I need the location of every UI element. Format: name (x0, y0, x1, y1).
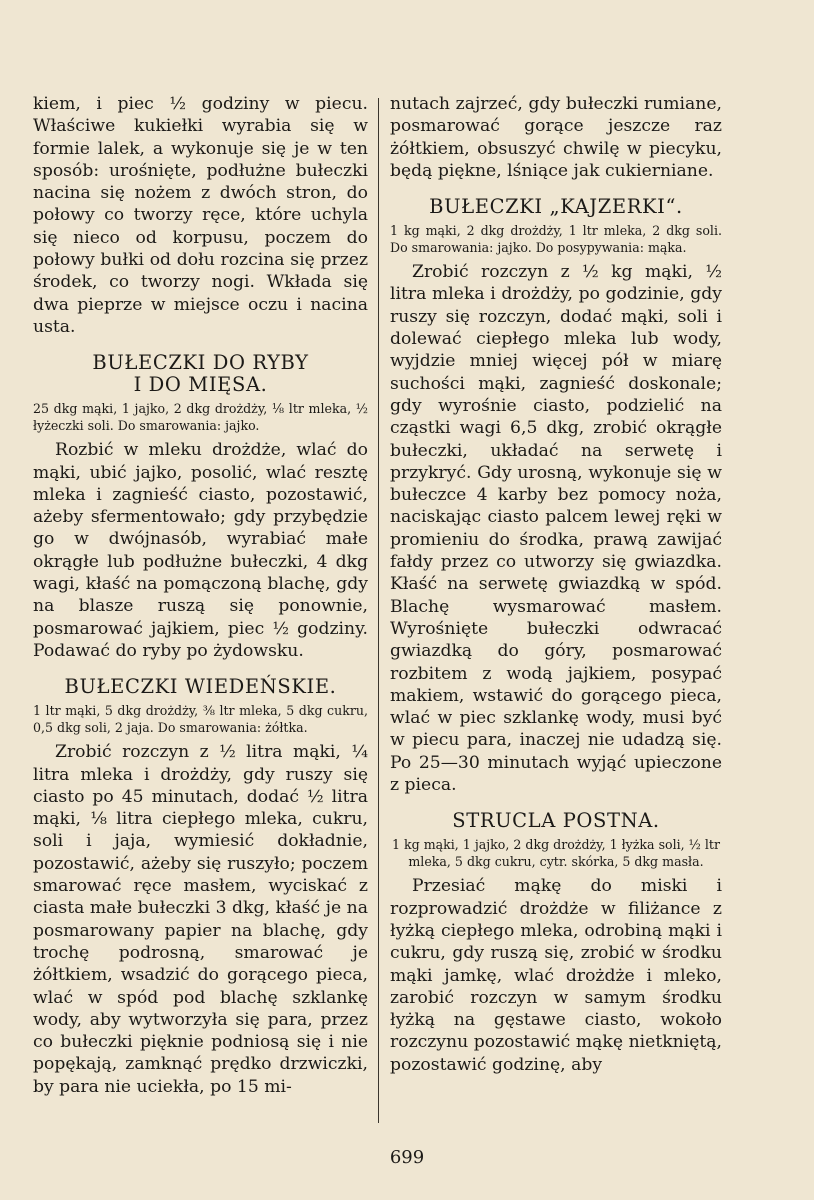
continued-text: nutach zajrzeć, gdy bułeczki rumiane, posmarować gorące jeszcze raz żółtkiem, obsuszyć chwilę w piecyku, będą piękne, lśniące jak cukierniane. (390, 94, 722, 181)
recipe-title: BUŁECZKI „KAJZERKI“. (429, 195, 683, 219)
recipe-text: Zrobić rozczyn z ½ kg mąki, ½ litra mleka i drożdży, po godzinie, gdy ruszy się rozczyn, dodać mąki, soli i dolewać ciepłego mleka lub wody, wyjdzie mniej więcej pół w miarę suchości mąki, zagnieść doskonale; gdy wyrośnie ciasto, podzielić na cząstki wagi 6,5 dkg, zrobić okrągłe bułeczki, układać na serwetę i przykryć. Gdy urosną, wykonuje się w bułeczce 4 karby bez pomocy noża, naciskając ciasto palcem lewej ręki w promieniu do środka, prawą zawijać fałdy przez co utworzy się gwiazdka. Kłaść na serwetę gwiazdką w spód. Blachę wysmarować masłem. Wyrośnięte bułeczki odwracać gwiazdką do góry, posmarować rozbitem z wodą jajkiem, posypać makiem, wstawić do gorącego pieca, wlać w piec szklankę wody, musi być w piecu para, inaczej nie udadzą się. Po 25—30 minutach wyjąć upieczone z pieca. (390, 262, 722, 796)
column-divider (378, 98, 379, 1123)
ingredients-list: 25 dkg mąki, 1 jajko, 2 dkg drożdży, ⅛ ltr mleka, ½ łyżeczki soli. Do smarowania: jajko. (33, 401, 368, 433)
recipe-text: Zrobić rozczyn z ½ litra mąki, ¼ litra mleka i drożdży, gdy ruszy się ciasto po 45 minutach, dodać ½ litra mąki, ⅛ litra ciepłego mleka, cukru, soli i jaja, wymiesić dokładnie, pozostawić, ażeby się ruszyło; poczem smarować ręce masłem, wyciskać z ciasta małe bułeczki 3 dkg, kłaść je na posmarowany papier na blachę, gdy trochę podrosną, smarować je żółtkiem, wsadzić do gorącego pieca, wlać w spód pod blachę szklankę wody, aby wytworzyła się para, przez co bułeczki pięknie podniosą się i nie popękają, zamknąć prędko drzwiczki, by para nie uciekła, po 15 mi- (33, 742, 368, 1097)
recipe-title-line: I DO MIĘSA. (133, 373, 268, 397)
left-column (33, 93, 368, 1098)
ingredients-list: 1 ltr mąki, 5 dkg drożdży, ⅜ ltr mleka, 5 dkg cukru, 0,5 dkg soli, 2 jaja. Do smarowania: żółtka. (33, 703, 368, 735)
ingredients-list: 1 kg mąki, 1 jajko, 2 dkg drożdży, 1 łyżka soli, ½ ltr mleka, 5 dkg cukru, cytr. skórka, 5 dkg masła. (391, 837, 720, 869)
ingredients-list: 1 kg mąki, 2 dkg drożdży, 1 ltr mleka, 2 dkg soli. Do smarowania: jajko. Do posypywania: mąka. (390, 223, 722, 255)
recipe-title: BUŁECZKI WIEDEŃSKIE. (64, 675, 337, 699)
recipe-title-line: BUŁECZKI DO RYBY (92, 351, 309, 375)
continued-text: kiem, i piec ½ godziny w piecu. Właściwe kukiełki wyrabia się w formie lalek, a wykonuje się je w ten sposób: urośnięte, podłużne bułeczki nacina się nożem z dwóch stron, do połowy co tworzy ręce, które uchyla się nieco od korpusu, poczem do połowy bułki od dołu rozcina się przez środek, co tworzy nogi. Wkłada się dwa pieprze w miejsce oczu i nacina usta. (33, 94, 368, 337)
recipe-title (33, 352, 368, 396)
recipe-title: STRUCLA POSTNA. (452, 809, 660, 833)
recipe-text: Przesiać mąkę do miski i rozprowadzić drożdże w filiżance z łyżką ciepłego mleka, odrobiną mąki i cukru, gdy ruszą się, zrobić w środku mąki jamkę, wlać drożdże i mleko, zarobić rozczyn w samym środku łyżką na gęstawe ciasto, wokoło rozczynu pozostawić mąkę nietkniętą, pozostawić godzinę, aby (390, 876, 722, 1075)
right-column (390, 93, 722, 1076)
recipe-text: Rozbić w mleku drożdże, wlać do mąki, ubić jajko, posolić, wlać resztę mleka i zagnieść ciasto, pozostawić, ażeby sfermentowało; gdy przybędzie go w dwójnasób, wyrabiać małe okrągłe lub podłużne bułeczki, 4 dkg wagi, kłaść na pomączoną blachę, gdy na blasze ruszą się ponownie, posmarować jajkiem, piec ½ godziny. Podawać do ryby po żydowsku. (33, 440, 368, 661)
page-number: 699 (389, 1147, 425, 1168)
